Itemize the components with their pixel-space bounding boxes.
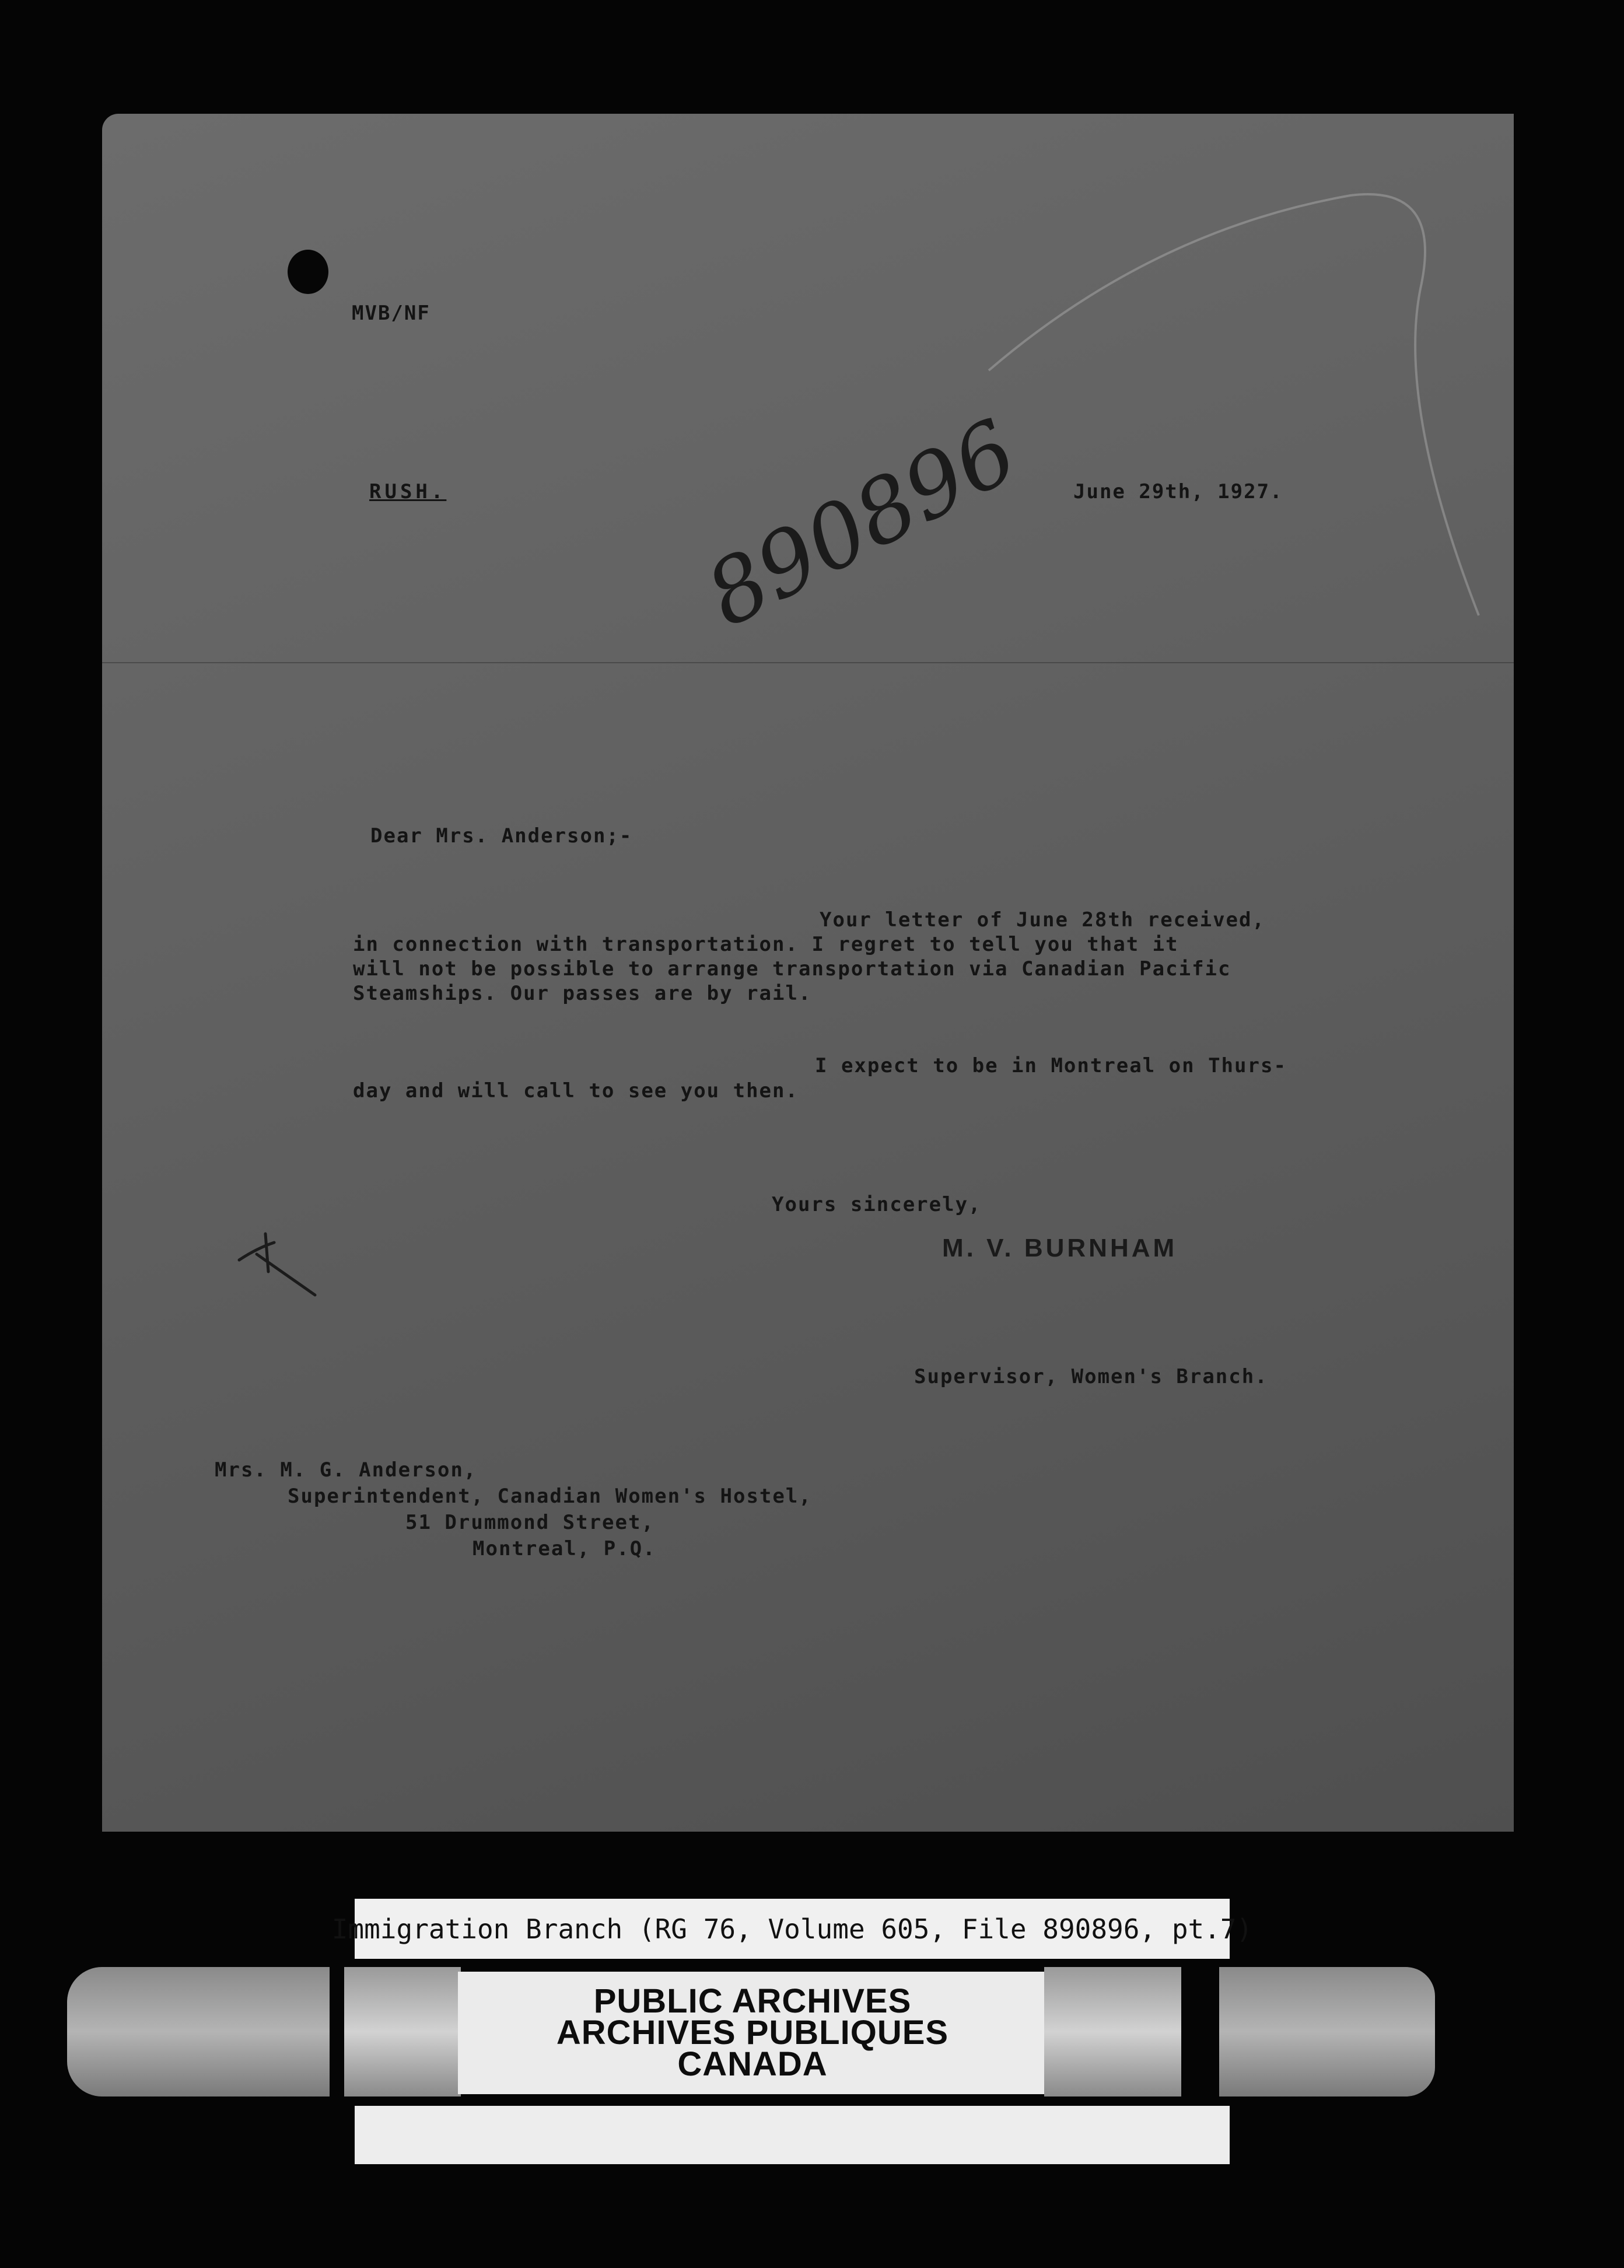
address-line-2: Superintendent, Canadian Women's Hostel,	[288, 1485, 812, 1508]
body-line-2: in connection with transportation. I regret to tell you that it	[353, 933, 1179, 956]
reference-code: MVB/NF	[352, 302, 430, 325]
address-line-3: 51 Drummond Street,	[405, 1511, 654, 1534]
faint-pencil-curve	[977, 160, 1502, 627]
letter-page	[102, 114, 1514, 1832]
signer-title: Supervisor, Women's Branch.	[914, 1365, 1268, 1388]
body-line-3: will not be possible to arrange transportation via Canadian Pacific	[353, 957, 1231, 981]
stamp-line-3: CANADA	[677, 2045, 828, 2083]
handwritten-checkmark	[233, 1231, 327, 1301]
archives-stamp	[458, 1972, 1047, 2094]
film-strip-left	[67, 1967, 330, 2096]
film-strip-tab-left	[344, 1967, 461, 2096]
body-line-4: Steamships. Our passes are by rail.	[353, 982, 812, 1005]
stamp-line-2: ARCHIVES PUBLIQUES	[556, 2014, 949, 2052]
film-strip-right	[1219, 1967, 1435, 2096]
handwritten-file-number: 890896	[690, 400, 1033, 647]
punch-hole	[288, 250, 328, 294]
body-line-1: Your letter of June 28th received,	[820, 908, 1265, 932]
blank-label	[355, 2106, 1230, 2164]
film-strip-tab-right	[1044, 1967, 1181, 2096]
closing: Yours sincerely,	[772, 1193, 982, 1216]
signature-stamp: M. V. BURNHAM	[942, 1234, 1178, 1262]
address-line-1: Mrs. M. G. Anderson,	[215, 1458, 477, 1482]
archive-citation-label: Immigration Branch (RG 76, Volume 605, File 890896, pt.7)	[355, 1899, 1230, 1959]
stamp-line-1: PUBLIC ARCHIVES	[593, 1982, 912, 2020]
body-line-6: day and will call to see you then.	[353, 1079, 799, 1102]
priority-label: RUSH.	[369, 480, 447, 503]
address-line-4: Montreal, P.Q.	[473, 1537, 656, 1560]
letter-date: June 29th, 1927.	[1073, 480, 1283, 503]
body-line-5: I expect to be in Montreal on Thurs-	[815, 1054, 1287, 1077]
fold-line	[102, 662, 1514, 663]
salutation: Dear Mrs. Anderson;-	[370, 824, 633, 848]
